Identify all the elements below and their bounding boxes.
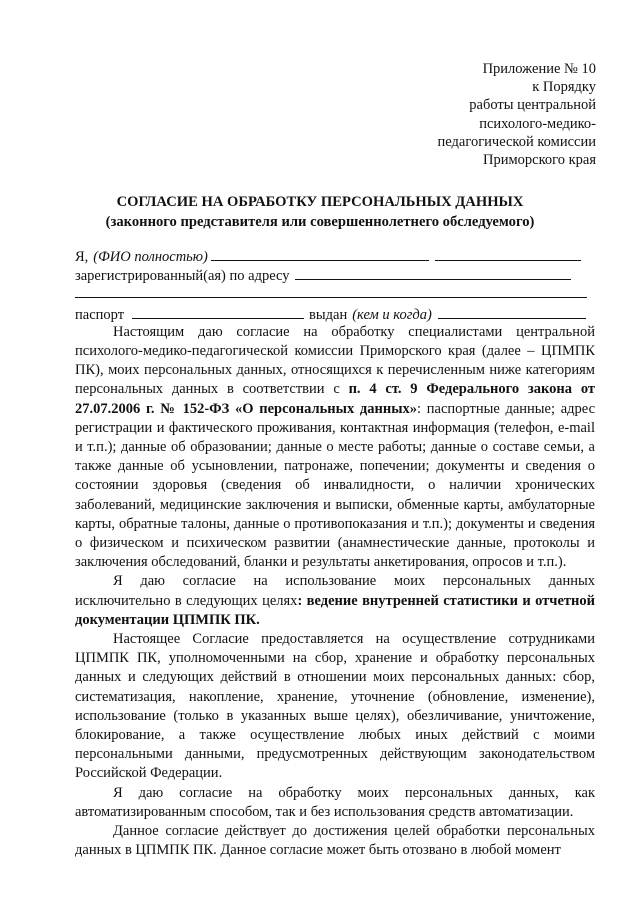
title-main: СОГЛАСИЕ НА ОБРАБОТКУ ПЕРСОНАЛЬНЫХ ДАННЫХ — [116, 194, 524, 210]
document-body — [75, 246, 595, 860]
title-subtitle: (законного представителя или совершеннолетнего обследуемого) — [105, 214, 535, 230]
annex-line: Приморского края — [482, 152, 596, 169]
annex-line: педагогической комиссии — [437, 133, 596, 150]
annex-line: Приложение № 10 — [482, 61, 596, 77]
passport-label: паспорт — [75, 306, 125, 323]
address-field[interactable] — [295, 265, 495, 280]
fio-field-continued[interactable] — [435, 246, 581, 261]
fio-hint: (ФИО полностью) — [93, 249, 208, 265]
consent-paragraph-actions: Настоящее Согласие предоставляется на осуществление сотрудниками ЦПМПК ПК, уполномоченными на сбор, хранение и обработку персональных данных и следующих действий в отношении моих персональных данных: сбор, систематизация, накопление, хранение, уточнение (обновление, изменение), использование (только в указанных выше целях), обезличивание, уничтожение, блокирование, а также осуществление любых иных действий с моими персональными данными, предусмотренных действующим законодательством Российской Федерации. — [75, 631, 595, 782]
para1-text-c: : паспортные данные; адрес регистрации и фактического проживания, контактная информация (телефон, e-mail и т.п.); данные об образовании; данные о месте работы; данные о составе семьи, а также данные об усыновлении, патронаже, попечении; документы и сведения о состоянии здоровья (сведения об инвалидности, о наличии хронических заболеваний, медицинские заключения и выписки, обменные карты, амбулаторные карты, обратные талоны, данные о противопоказания и т.п.); документы и сведения о физическом и психическом развитии (анамнестические данные, протоколы и заключения обследований, бланки и результаты анкетирования, опросов и т.п.). — [75, 400, 595, 571]
issued-field[interactable] — [438, 304, 586, 319]
para2-text-a: Я даю согласие на использование моих персональных данных исключительно в следующих целях — [75, 573, 595, 609]
purpose-statement: : ведение внутренней статистики и отчетной документации ЦПМПК ПК. — [75, 592, 595, 628]
annex-reference — [438, 60, 596, 169]
address-label: зарегистрированный(ая) по адресу — [75, 268, 290, 285]
address-field-line2[interactable] — [75, 297, 587, 298]
fio-row — [75, 246, 595, 265]
passport-field[interactable] — [132, 304, 304, 319]
consent-paragraph-purpose — [75, 572, 595, 630]
address-field-continued[interactable] — [495, 265, 571, 280]
issued-label: выдан — [309, 306, 348, 323]
annex-line: работы центральной — [469, 97, 596, 114]
annex-line: к Порядку — [532, 79, 596, 96]
annex-line: психолого-медико- — [479, 115, 596, 132]
consent-paragraph-scope — [75, 323, 595, 573]
address-row — [75, 265, 595, 284]
para1-text-a: Настоящим даю согласие на обработку специалистами центральной психолого-медико-педагогической комиссии Приморского края (далее – ЦПМПК ПК), моих персональных данных, относящихся к перечисленным ниже категориям персональных данных в соответствии с — [75, 323, 595, 398]
passport-row — [75, 304, 595, 323]
fio-prefix: Я, — [75, 249, 89, 265]
consent-paragraph-methods: Я даю согласие на обработку моих персональных данных, как автоматизированным способом, так и без использования средств автоматизации. — [75, 784, 595, 820]
document-title — [0, 192, 640, 232]
fio-field[interactable] — [211, 246, 429, 261]
issued-hint: (кем и когда) — [352, 306, 432, 323]
address-field-line2-row — [75, 284, 595, 303]
law-reference: п. 4 ст. 9 Федерального закона от 27.07.2006 г. № 152-ФЗ «О персональных данных» — [75, 381, 595, 417]
consent-paragraph-validity: Данное согласие действует до достижения целей обработки персональных данных в ЦПМПК ПК. Данное согласие может быть отозвано в любой момент — [75, 823, 595, 859]
